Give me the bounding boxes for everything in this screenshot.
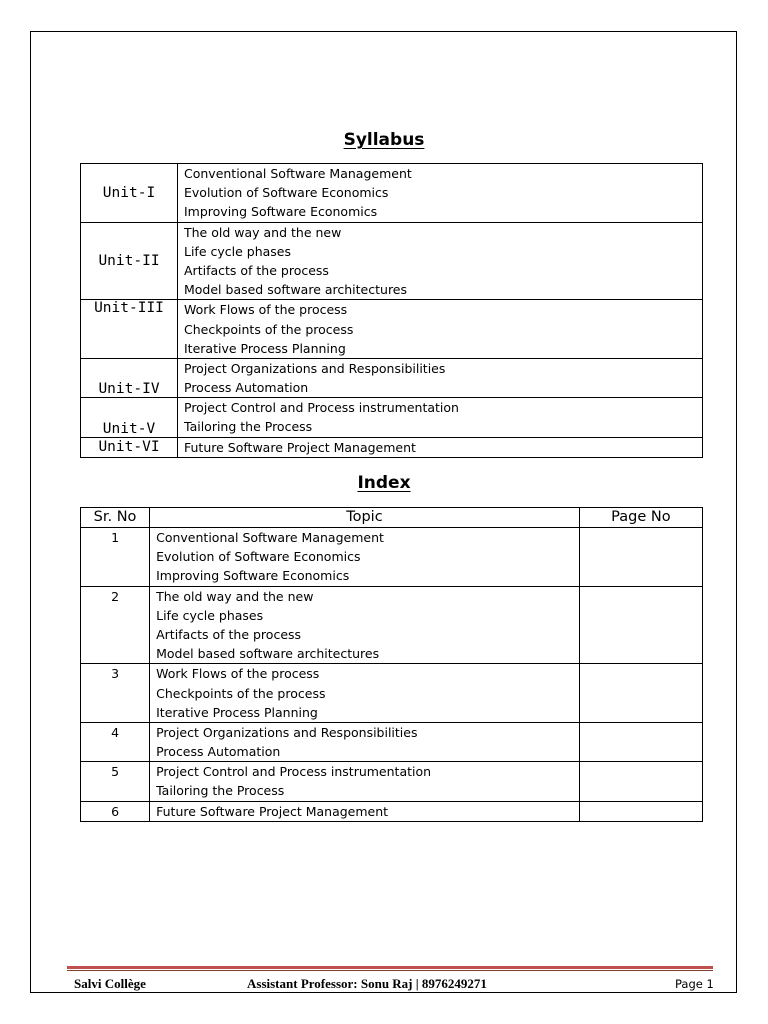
topic-item: Life cycle phases <box>156 607 264 623</box>
topic-item: Life cycle phases <box>184 243 292 259</box>
index-header-row <box>81 508 703 528</box>
index-topics <box>150 801 580 821</box>
syllabus-table <box>80 163 703 458</box>
topic-item: The old way and the new <box>184 224 342 240</box>
index-topics <box>150 762 580 801</box>
page-number-cell <box>579 664 702 723</box>
topic-item: Improving Software Economics <box>156 568 350 584</box>
topic-item: Work Flows of the process <box>156 666 320 682</box>
sr-number: 1 <box>81 528 150 587</box>
footer-college: Salvi Collège <box>74 976 146 991</box>
index-topics <box>150 664 580 723</box>
syllabus-row <box>81 358 703 397</box>
header-sr-no: Sr. No <box>81 508 150 528</box>
footer-author: Assistant Professor: Sonu Raj | 8976249271 <box>247 976 487 991</box>
sr-number: 3 <box>81 664 150 723</box>
footer-rule-thin <box>67 970 713 971</box>
page-number-cell <box>579 586 702 664</box>
sr-number: 2 <box>81 586 150 664</box>
footer-rule <box>67 966 713 969</box>
topic-item: Tailoring the Process <box>156 783 285 799</box>
unit-label: Unit-IV <box>81 358 178 397</box>
page-number-cell <box>579 801 702 821</box>
topic-item: Artifacts of the process <box>156 626 302 642</box>
sr-number: 4 <box>81 722 150 761</box>
sr-number: 5 <box>81 762 150 801</box>
index-row <box>81 762 703 801</box>
unit-topics <box>178 222 703 300</box>
unit-topics <box>178 300 703 359</box>
topic-item: The old way and the new <box>156 588 314 604</box>
unit-topics <box>178 164 703 223</box>
index-topics <box>150 722 580 761</box>
header-topic: Topic <box>150 508 580 528</box>
index-body <box>81 528 703 822</box>
topic-item: Future Software Project Management <box>184 439 416 455</box>
page-number-cell <box>579 528 702 587</box>
page-number-cell <box>579 762 702 801</box>
topic-item: Improving Software Economics <box>184 204 378 220</box>
topic-item: Conventional Software Management <box>184 166 412 181</box>
topic-item: Process Automation <box>156 744 281 760</box>
sr-number: 6 <box>81 801 150 821</box>
index-topics <box>150 528 580 587</box>
syllabus-row <box>81 300 703 359</box>
index-row <box>81 722 703 761</box>
topic-item: Tailoring the Process <box>184 419 313 435</box>
index-row <box>81 528 703 587</box>
topic-item: Project Organizations and Responsibilities <box>156 724 418 740</box>
topic-item: Evolution of Software Economics <box>184 185 389 201</box>
index-title: Index <box>357 473 411 493</box>
page-number-cell <box>579 722 702 761</box>
topic-item: Future Software Project Management <box>156 803 389 819</box>
topic-item: Checkpoints of the process <box>184 321 354 337</box>
index-row <box>81 801 703 821</box>
topic-item: Project Control and Process instrumentation <box>156 764 432 780</box>
syllabus-title: Syllabus <box>343 130 425 150</box>
unit-label: Unit-V <box>81 398 178 437</box>
footer-page-number: Page 1 <box>675 977 714 991</box>
topic-item: Checkpoints of the process <box>156 685 326 701</box>
index-row <box>81 664 703 723</box>
syllabus-row <box>81 437 703 457</box>
topic-item: Project Organizations and Responsibilities <box>184 360 446 376</box>
unit-label: Unit-VI <box>81 437 178 457</box>
topic-item: Evolution of Software Economics <box>156 549 361 565</box>
syllabus-row <box>81 222 703 300</box>
topic-item: Work Flows of the process <box>184 302 348 318</box>
unit-label: Unit-II <box>81 222 178 300</box>
unit-label: Unit-III <box>81 300 178 359</box>
index-topics <box>150 586 580 664</box>
syllabus-row <box>81 398 703 437</box>
topic-item: Process Automation <box>184 380 309 396</box>
index-table <box>80 507 703 822</box>
header-page-no: Page No <box>579 508 702 528</box>
topic-item: Model based software architectures <box>156 646 380 662</box>
unit-topics <box>178 437 703 457</box>
topic-item: Conventional Software Management <box>156 530 384 545</box>
index-row <box>81 586 703 664</box>
topic-item: Iterative Process Planning <box>156 704 318 720</box>
topic-item: Artifacts of the process <box>184 262 329 278</box>
unit-label: Unit-I <box>81 164 178 223</box>
syllabus-row <box>81 164 703 223</box>
unit-topics <box>178 398 703 437</box>
topic-item: Model based software architectures <box>184 282 408 298</box>
unit-topics <box>178 358 703 397</box>
syllabus-body <box>81 164 703 458</box>
topic-item: Iterative Process Planning <box>184 340 346 356</box>
topic-item: Project Control and Process instrumentation <box>184 400 459 416</box>
